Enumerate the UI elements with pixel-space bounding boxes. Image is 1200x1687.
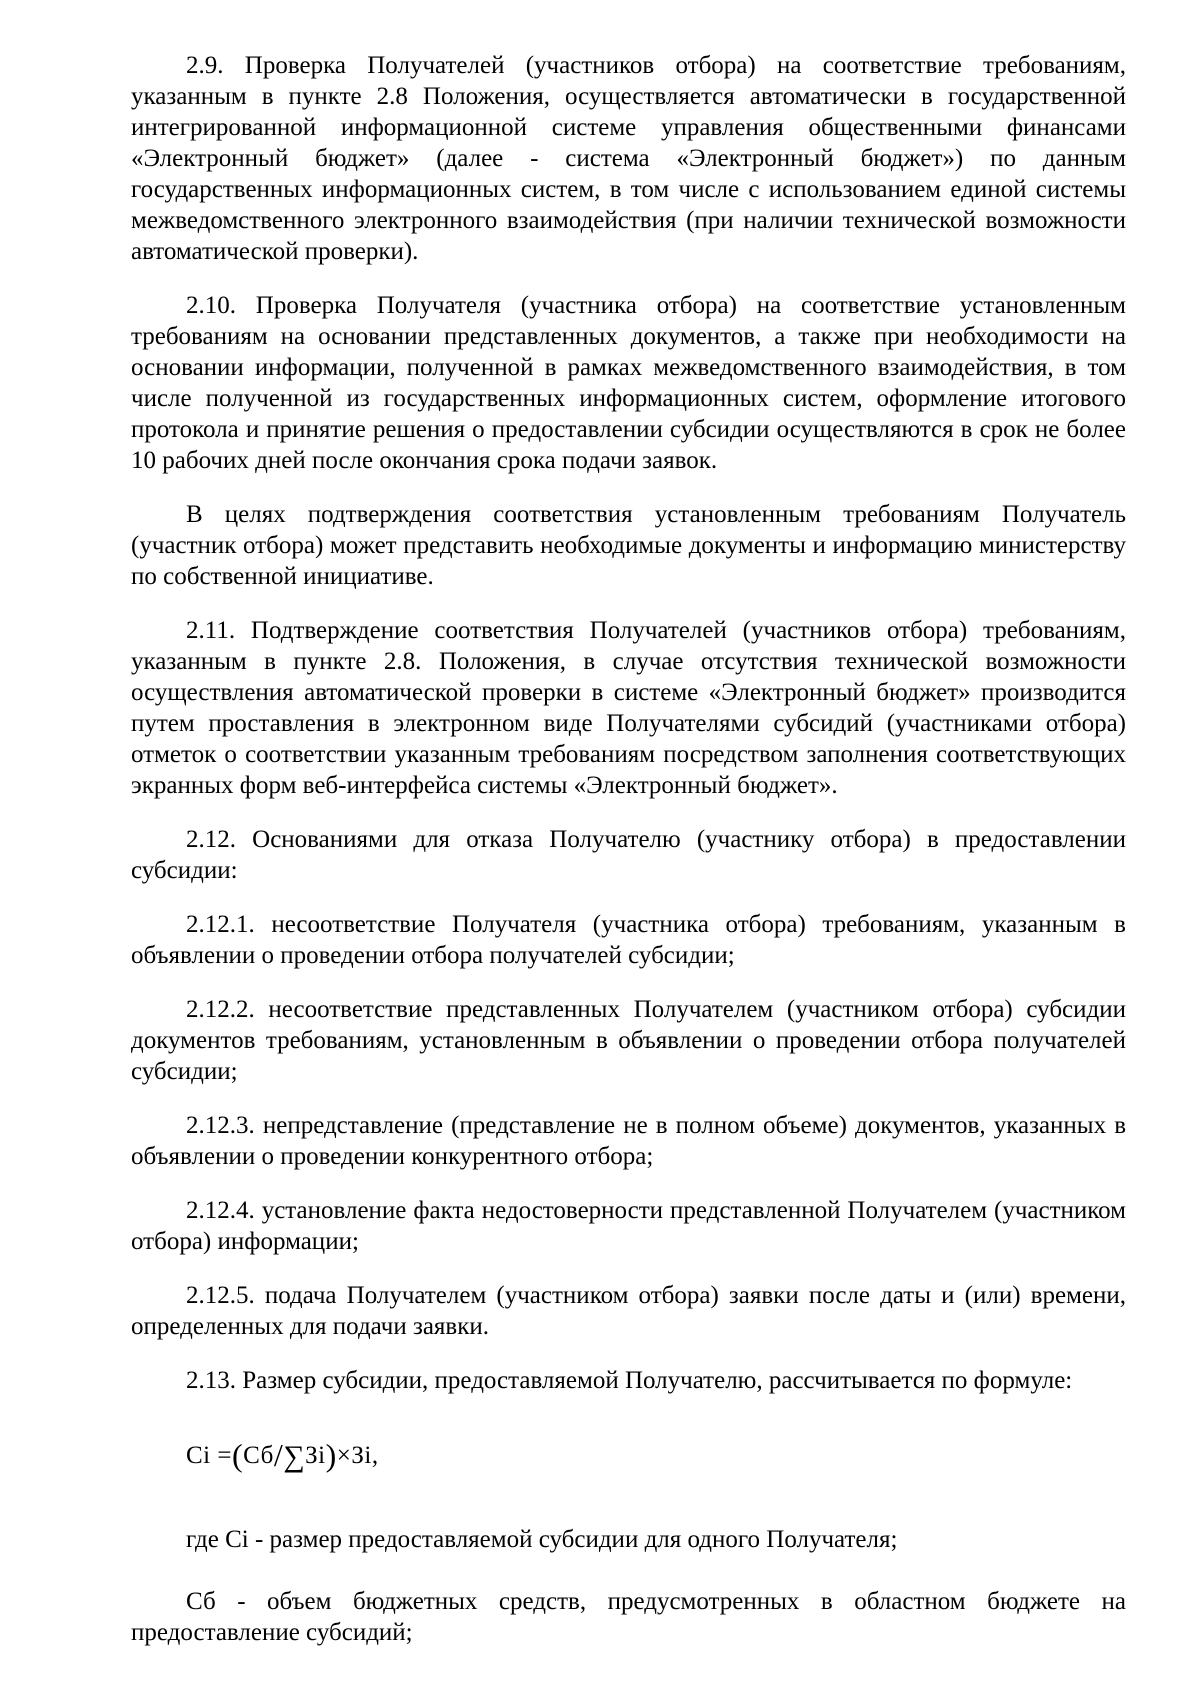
paragraph-2-13: 2.13. Размер субсидии, предоставляемой Получателю, рассчитывается по формуле: (186, 1367, 1073, 1394)
formula-times: × (336, 1442, 352, 1469)
formula-equals: = (217, 1442, 232, 1469)
paragraph-2-9: 2.9. Проверка Получателей (участников отбора) на соответствие требованиям, указанным в пункте 2.8 Положения, осуществляется автоматически в государственной интегрированной информационной системе управления общественными финансами «Электронный бюджет» (далее - система «Электронный бюджет») по данным государственных информационных систем, в том числе с использованием единой системы межведомственного электронного взаимодействия (при наличии технической возможности автоматической проверки). (131, 52, 1126, 265)
paragraph-2-12-2: 2.12.2. несоответствие представленных Получателем (участником отбора) субсидии документов требованиям, установленным в объявлении о проведении отбора получателей субсидии; (131, 996, 1126, 1085)
formula-rhs: Зi, (351, 1442, 379, 1469)
definition-ci: где Ci - размер предоставляемой субсидии для одного Получателя; (186, 1526, 898, 1553)
paragraph-2-10: 2.10. Проверка Получателя (участника отбора) на соответствие установленным требованиям на основании представленных документов, а также при необходимости на основании информации, полученной в рамках межведомственного взаимодействия, в том числе полученной из государственных информационных систем, оформление итогового протокола и принятие решения о предоставлении субсидии осуществляются в срок не более 10 рабочих дней после окончания срока подачи заявок. (131, 292, 1126, 474)
paragraph-2-11: 2.11. Подтверждение соответствия Получателей (участников отбора) требованиям, указанным в пункте 2.8. Положения, в случае отсутствия технической возможности осуществления автоматической проверки в системе «Электронный бюджет» производится путем проставления в электронном виде Получателями субсидий (участниками отбора) отметок о соответствии указанным требованиям посредством заполнения соответствующих экранных форм веб-интерфейса системы «Электронный бюджет». (131, 617, 1126, 799)
paragraph-2-12-1: 2.12.1. несоответствие Получателя (участника отбора) требованиям, указанным в объявлении о проведении отбора получателей субсидии; (131, 911, 1126, 969)
paragraph-2-12-3: 2.12.3. непредставление (представление не в полном объеме) документов, указанных в объявлении о проведении конкурентного отбора; (131, 1112, 1126, 1170)
definition-sb: Сб - объем бюджетных средств, предусмотренных в областном бюджете на предоставление субсидий; (131, 1588, 1126, 1646)
subsidy-formula (186, 1437, 1126, 1473)
formula-open-paren: ( (231, 1437, 244, 1473)
formula-numerator: Сб (243, 1442, 274, 1469)
formula-slash: / (273, 1437, 284, 1473)
formula-close-paren: ) (325, 1437, 337, 1473)
paragraph-2-12: 2.12. Основаниями для отказа Получателю (участнику отбора) в предоставлении субсидии: (131, 826, 1126, 884)
paragraph-2-10-continuation: В целях подтверждения соответствия установленным требованиям Получатель (участник отбора) может представить необходимые документы и информацию министерству по собственной инициативе. (131, 501, 1126, 590)
paragraph-2-12-5: 2.12.5. подача Получателем (участником отбора) заявки после даты и (или) времени, определенных для подачи заявки. (131, 1282, 1126, 1340)
formula-sum-term: Зi (305, 1442, 326, 1469)
sum-icon: ∑ (283, 1440, 306, 1473)
formula-lhs: Ci (186, 1442, 211, 1469)
paragraph-2-12-4: 2.12.4. установление факта недостоверности представленной Получателем (участником отбора) информации; (131, 1197, 1126, 1255)
